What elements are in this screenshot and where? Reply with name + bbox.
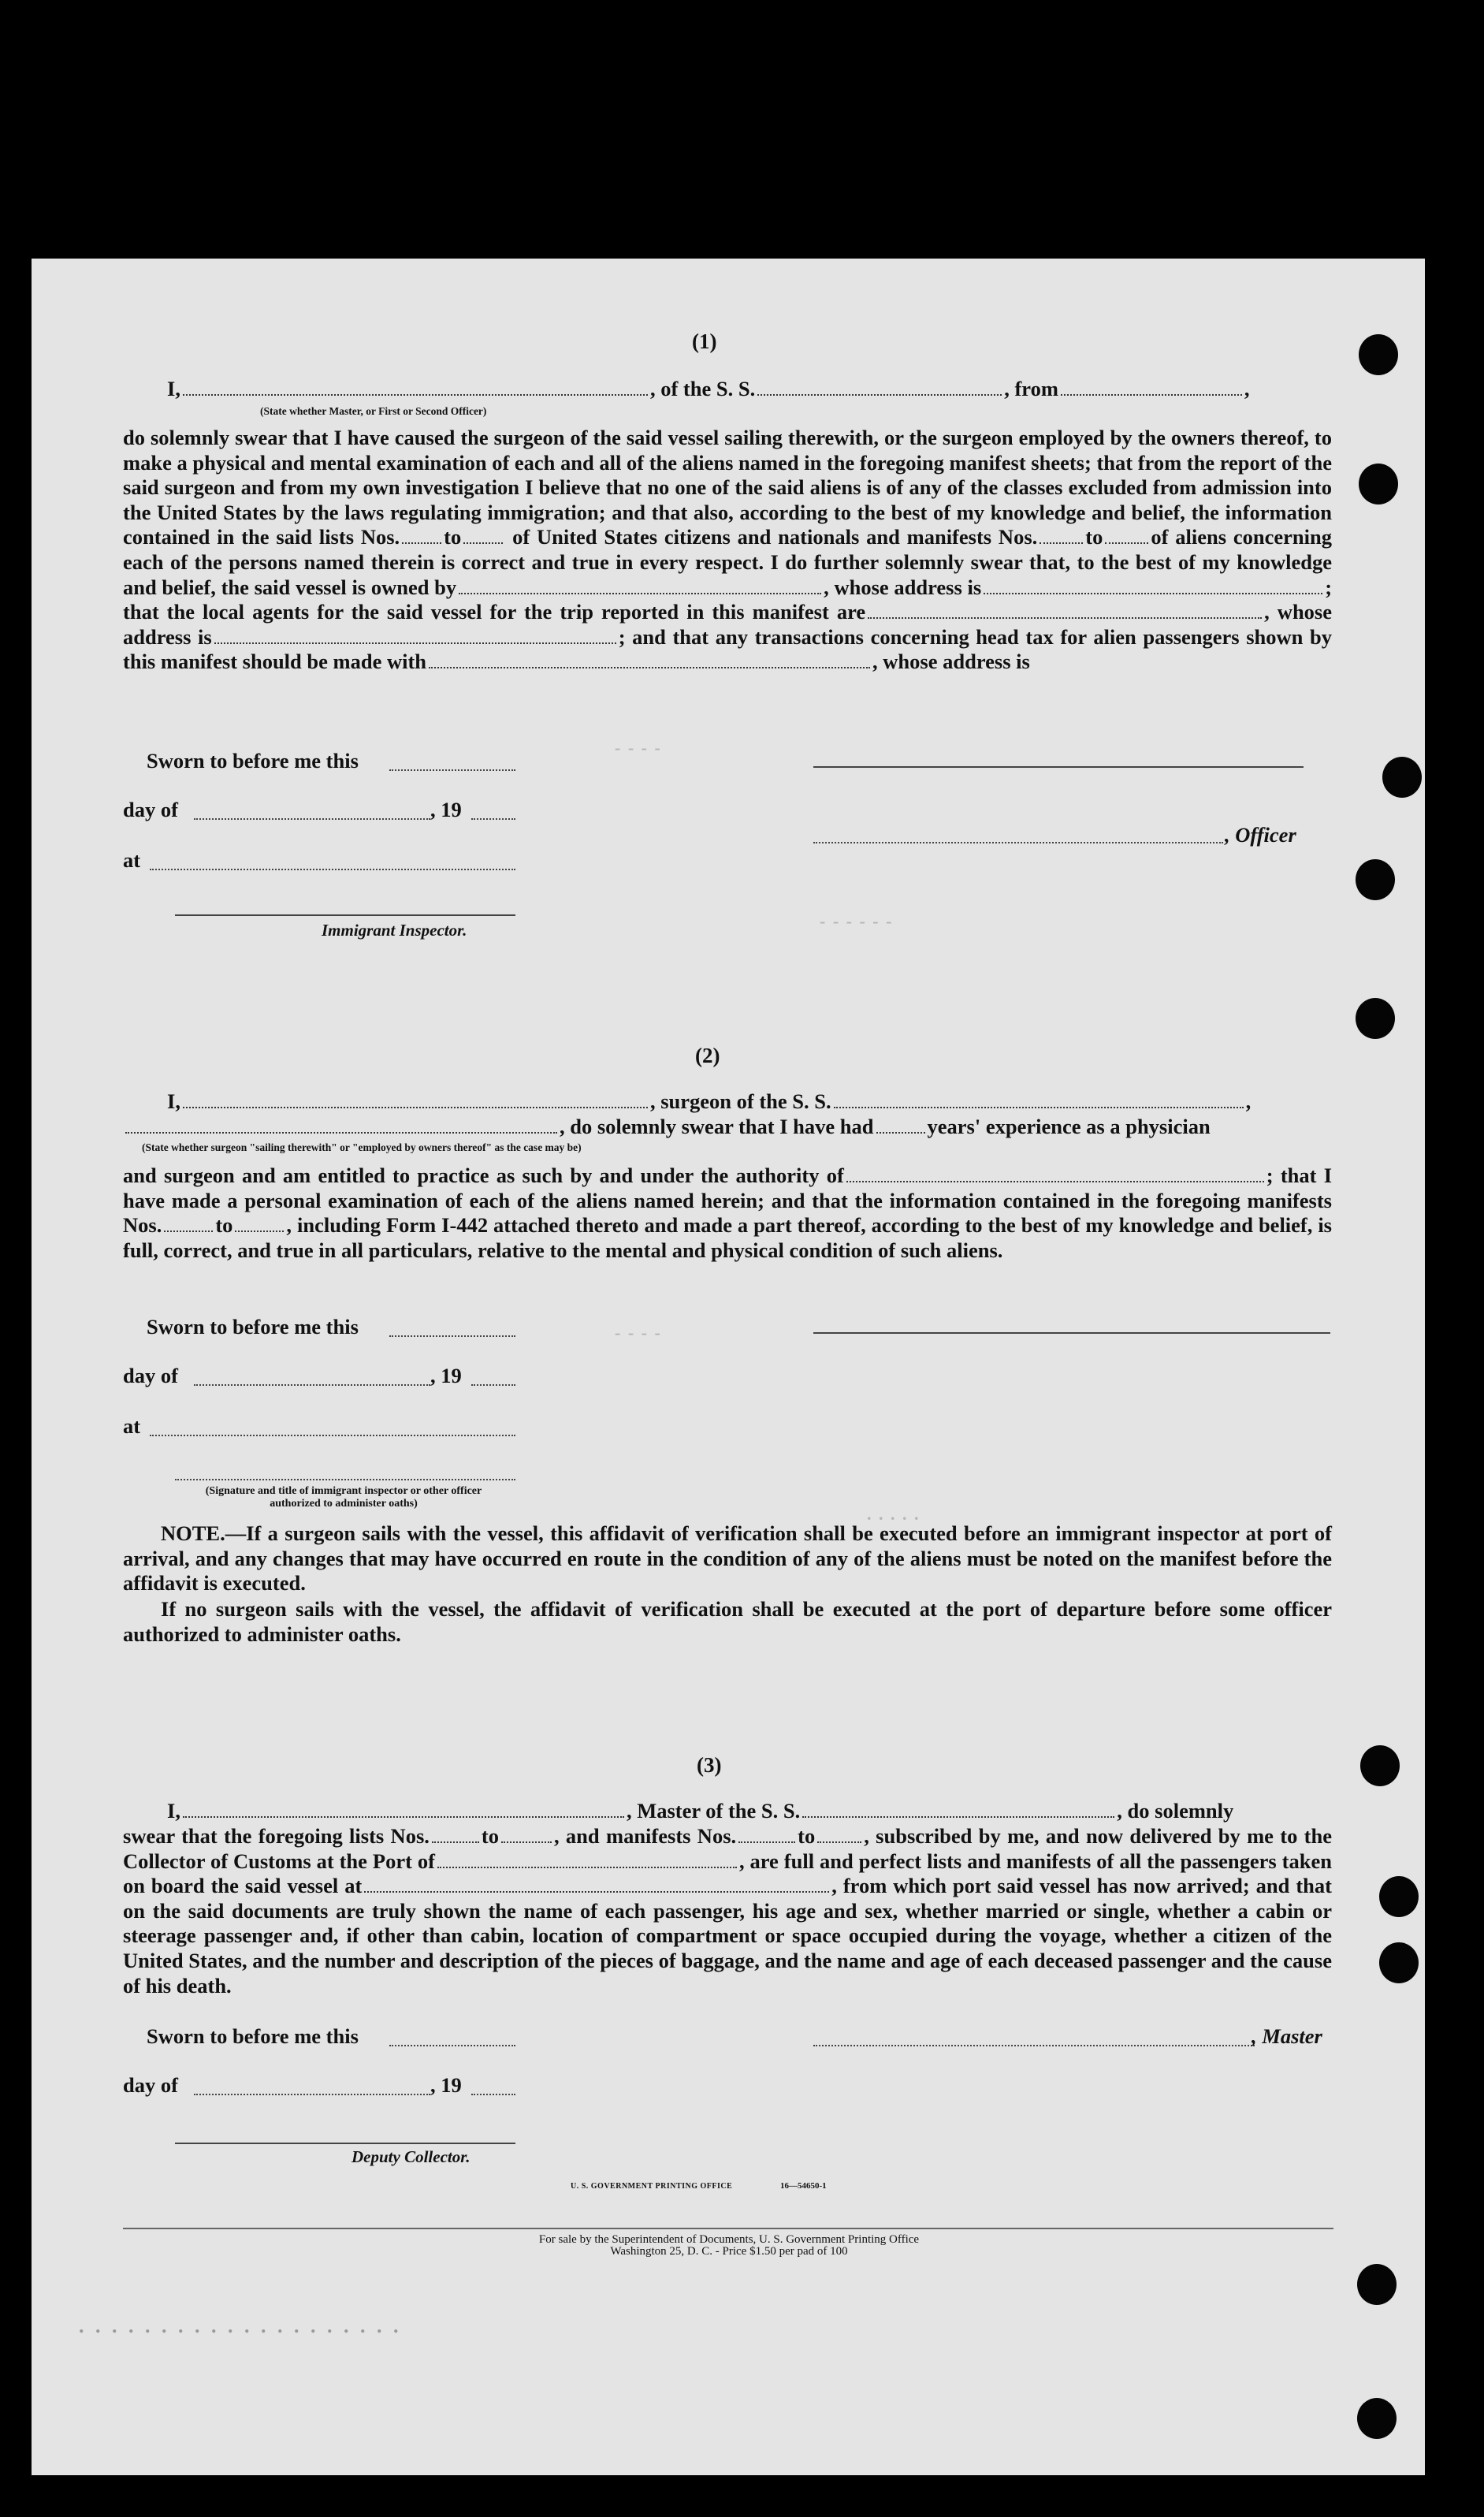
body-text: do solemnly swear that I have caused the surgeon of the said vessel sailing therewith, or the surgeon employed by the owners thereof, to make a physical and mental examination of each and all of the aliens named in the foregoing manifest sheets; that from the report of the said surgeon and from my own investigation I believe that no one of the said aliens is of any of the classes excluded from admission into the United States by the laws regulating immigration; and that also, according to the best of my knowledge and belief, the information contained in the said lists Nos. bbox=[123, 426, 1332, 549]
sale-notice-line-2: Washington 25, D. C. - Price $1.50 per pad of 100 bbox=[610, 2245, 848, 2258]
section-1-number: (1) bbox=[692, 330, 717, 353]
body-text: , whose address is bbox=[872, 650, 1030, 674]
body-text: ; that I have made a personal examination of each of the aliens named herein; and that the information contained in the foregoing manifests Nos. bbox=[123, 1164, 1333, 1238]
label-surgeon-of-ss: , surgeon of the S. S. bbox=[649, 1089, 831, 1113]
punch-hole bbox=[1382, 757, 1422, 798]
manifests-to-field[interactable] bbox=[1105, 542, 1148, 544]
bleed-through-mark: - - - - bbox=[615, 738, 662, 758]
day-of-label-3: day of bbox=[123, 2073, 178, 2097]
owner-address-field[interactable] bbox=[984, 593, 1322, 594]
body-text: , are full and perfect lists and manifests of all the passengers taken on board the said vessel at bbox=[123, 1849, 1332, 1898]
body-text: and surgeon and am entitled to practice as such by and under the authority of bbox=[123, 1164, 844, 1187]
label-from: , from bbox=[1004, 377, 1058, 400]
deputy-collector-label: Deputy Collector. bbox=[351, 2147, 470, 2166]
master-vessel-field[interactable] bbox=[802, 1816, 1114, 1818]
at-field-1[interactable] bbox=[150, 869, 515, 870]
lists-from-field[interactable] bbox=[402, 542, 441, 544]
year-field-1[interactable] bbox=[471, 818, 515, 820]
body-text: years' experience as a physician bbox=[927, 1115, 1211, 1138]
surgeon-vessel-field[interactable] bbox=[834, 1107, 1244, 1108]
body-text: , including Form I-442 attached thereto and made a part thereof, according to the best of my knowledge and belief, is full, correct, and true in all particulars, relative to the mental and physical condition of such aliens. bbox=[123, 1213, 1332, 1262]
inspector-signature-line[interactable] bbox=[175, 914, 515, 916]
form-number: 16—54650-1 bbox=[780, 2181, 827, 2191]
sworn-label-1: Sworn to before me this bbox=[147, 749, 359, 773]
inspector-label: Immigrant Inspector. bbox=[322, 921, 467, 940]
local-agents-field[interactable] bbox=[868, 617, 1262, 619]
label-i: I, bbox=[167, 377, 180, 400]
surgeon-capacity-caption: (State whether surgeon "sailing therewith" or "employed by owners thereof" as the case may be) bbox=[142, 1141, 582, 1153]
body-text: to bbox=[215, 1213, 233, 1238]
gpo-imprint: U. S. GOVERNMENT PRINTING OFFICE bbox=[571, 2182, 733, 2191]
section-2-number: (2) bbox=[695, 1044, 720, 1067]
body-text: , do solemnly swear that I have had bbox=[560, 1115, 874, 1138]
note-paragraph-1: NOTE.—If a surgeon sails with the vessel, this affidavit of verification shall be executed before an immigrant inspector at port of arrival, and any changes that may have occurred en route in the condition of any of the aliens must be noted on the manifest before the affidavit is executed. bbox=[123, 1521, 1332, 1595]
manifests-from-field[interactable] bbox=[1040, 542, 1083, 544]
punch-hole bbox=[1357, 2398, 1397, 2439]
agents-address-field[interactable] bbox=[214, 642, 616, 644]
rank-caption: (State whether Master, or First or Second Officer) bbox=[260, 405, 487, 417]
year-label-2: , 19 bbox=[430, 1364, 462, 1387]
officer-rank-field[interactable] bbox=[183, 394, 648, 396]
body-text: , whose address is bbox=[824, 575, 982, 599]
authority-field[interactable] bbox=[846, 1181, 1264, 1182]
manifests-to-field-3[interactable] bbox=[817, 1841, 861, 1843]
signature-caption-2: (Signature and title of immigrant inspector or other officer authorized to administer oaths) bbox=[205, 1485, 482, 1510]
punch-hole bbox=[1356, 859, 1395, 900]
body-text: , and manifests Nos. bbox=[553, 1824, 737, 1848]
sworn-date-field-2[interactable] bbox=[389, 1335, 515, 1337]
day-of-field-3[interactable] bbox=[194, 2094, 430, 2095]
body-text: to bbox=[444, 525, 462, 549]
body-text: of United States citizens and nationals and manifests Nos. bbox=[512, 525, 1038, 549]
section-1-opening-line bbox=[167, 377, 1250, 401]
body-text: to bbox=[798, 1824, 816, 1848]
body-text: , subscribed by me, and now delivered by me to the Collector of Customs at the Port of bbox=[123, 1824, 1333, 1873]
section-3-number: (3) bbox=[697, 1753, 722, 1777]
section-1-body bbox=[123, 426, 1332, 675]
lists-to-field[interactable] bbox=[463, 542, 503, 544]
body-text: of aliens concerning each of the persons named therein is correct and true in every respect. I do further solemnly swear that, to the best of my knowledge and belief, the said vessel is owned by bbox=[123, 525, 1332, 599]
manifests-from-field-3[interactable] bbox=[738, 1841, 795, 1843]
body-text: , from which port said vessel has now arrived; and that on the said documents are truly shown the name of each passenger, his age and sex, whether married or single, whether a cabin or steerage passenger and, if other than cabin, location of compartment or space occupied during the voyage, whether a citizen of the United States, and the number and description of the pieces of baggage, and the name and age of each deceased passenger and the cause of his death. bbox=[123, 1874, 1332, 1998]
officer-signature-field-1[interactable] bbox=[813, 842, 1223, 843]
at-label-1: at bbox=[123, 848, 141, 872]
footer-divider bbox=[123, 2228, 1333, 2229]
surgeon-capacity-field[interactable] bbox=[125, 1132, 557, 1134]
surgeon-name-field[interactable] bbox=[183, 1107, 648, 1108]
body-text: , do solemnly bbox=[1117, 1799, 1234, 1823]
year-label-3: , 19 bbox=[430, 2073, 462, 2097]
lists-to-field-3[interactable] bbox=[501, 1841, 552, 1843]
sale-notice bbox=[461, 2234, 997, 2258]
comma: , bbox=[1245, 1089, 1252, 1113]
master-signature-field[interactable] bbox=[813, 2045, 1255, 2046]
day-of-label-2: day of bbox=[123, 1364, 178, 1387]
authorized-officer-signature-line[interactable] bbox=[175, 1479, 515, 1480]
bleed-through-mark: - - - - bbox=[615, 1323, 662, 1342]
label-of-ss: , of the S. S. bbox=[649, 377, 756, 400]
section-3-opening-line bbox=[167, 1799, 1233, 1823]
day-of-field-1[interactable] bbox=[194, 818, 430, 820]
year-label-1: , 19 bbox=[430, 798, 462, 821]
punch-hole bbox=[1359, 464, 1398, 505]
surgeon-signature-line[interactable] bbox=[813, 1332, 1330, 1334]
day-of-label-1: day of bbox=[123, 798, 178, 821]
form-page bbox=[32, 259, 1425, 2475]
body-text: ; that the local agents for the said vessel for the trip reported in this manifest are bbox=[123, 575, 1333, 624]
punch-hole bbox=[1356, 998, 1395, 1039]
comma: , bbox=[1244, 377, 1250, 400]
faint-dot-row: . . . . . . . . . . . . . . . . . . . . bbox=[79, 2314, 402, 2337]
departure-port-field[interactable] bbox=[1061, 394, 1242, 396]
label-i: I, bbox=[167, 1089, 180, 1113]
year-field-2[interactable] bbox=[471, 1384, 515, 1386]
year-field-3[interactable] bbox=[471, 2094, 515, 2095]
punch-hole bbox=[1360, 1745, 1400, 1786]
body-text: swear that the foregoing lists Nos. bbox=[123, 1824, 430, 1848]
sale-notice-line-1: For sale by the Superintendent of Documents, U. S. Government Printing Office bbox=[538, 2233, 920, 2246]
punch-hole bbox=[1379, 1876, 1419, 1917]
label-i: I, bbox=[167, 1799, 180, 1823]
officer-label: , Officer bbox=[1225, 823, 1296, 847]
section-2-swear-line bbox=[123, 1115, 1211, 1139]
note-paragraph-2: If no surgeon sails with the vessel, the affidavit of verification shall be executed at the port of departure before some officer authorized to administer oaths. bbox=[123, 1597, 1332, 1646]
head-tax-party-field[interactable] bbox=[429, 667, 870, 668]
label-master-of-ss: , Master of the S. S. bbox=[626, 1799, 801, 1823]
body-text: , whose address is bbox=[123, 600, 1333, 649]
sworn-date-field-3[interactable] bbox=[389, 2045, 515, 2046]
section-2-opening-line bbox=[167, 1089, 1251, 1114]
day-of-field-2[interactable] bbox=[194, 1384, 430, 1386]
manifests-to-field-2[interactable] bbox=[235, 1231, 284, 1232]
bleed-through-mark: . . . . . bbox=[867, 1504, 921, 1524]
lists-from-field-3[interactable] bbox=[432, 1841, 479, 1843]
sworn-date-field-1[interactable] bbox=[389, 769, 515, 771]
section-2-body bbox=[123, 1164, 1332, 1263]
deputy-collector-signature-line[interactable] bbox=[175, 2143, 515, 2144]
punch-hole bbox=[1379, 1942, 1419, 1983]
port-of-arrival-field[interactable] bbox=[437, 1867, 737, 1868]
punch-hole bbox=[1357, 2264, 1397, 2305]
punch-hole bbox=[1359, 334, 1398, 375]
years-experience-field[interactable] bbox=[876, 1132, 925, 1134]
body-text: ; and that any transactions concerning head tax for alien passengers shown by this manifest should be made with bbox=[123, 624, 1332, 674]
master-name-field[interactable] bbox=[183, 1816, 624, 1818]
at-field-2[interactable] bbox=[150, 1435, 515, 1436]
officer-signature-line-1[interactable] bbox=[813, 766, 1304, 768]
port-of-boarding-field[interactable] bbox=[364, 1891, 829, 1893]
master-label: , Master bbox=[1252, 2024, 1322, 2048]
at-label-2: at bbox=[123, 1414, 141, 1438]
vessel-name-field[interactable] bbox=[757, 394, 1002, 396]
bleed-through-mark: - - - - - - bbox=[820, 911, 894, 931]
manifests-from-field-2[interactable] bbox=[164, 1231, 213, 1232]
body-text: to bbox=[1085, 525, 1103, 549]
section-3-body bbox=[123, 1824, 1332, 1998]
owner-field[interactable] bbox=[459, 593, 821, 594]
sworn-label-3: Sworn to before me this bbox=[147, 2024, 359, 2048]
body-text: to bbox=[481, 1824, 499, 1848]
sworn-label-2: Sworn to before me this bbox=[147, 1315, 359, 1339]
